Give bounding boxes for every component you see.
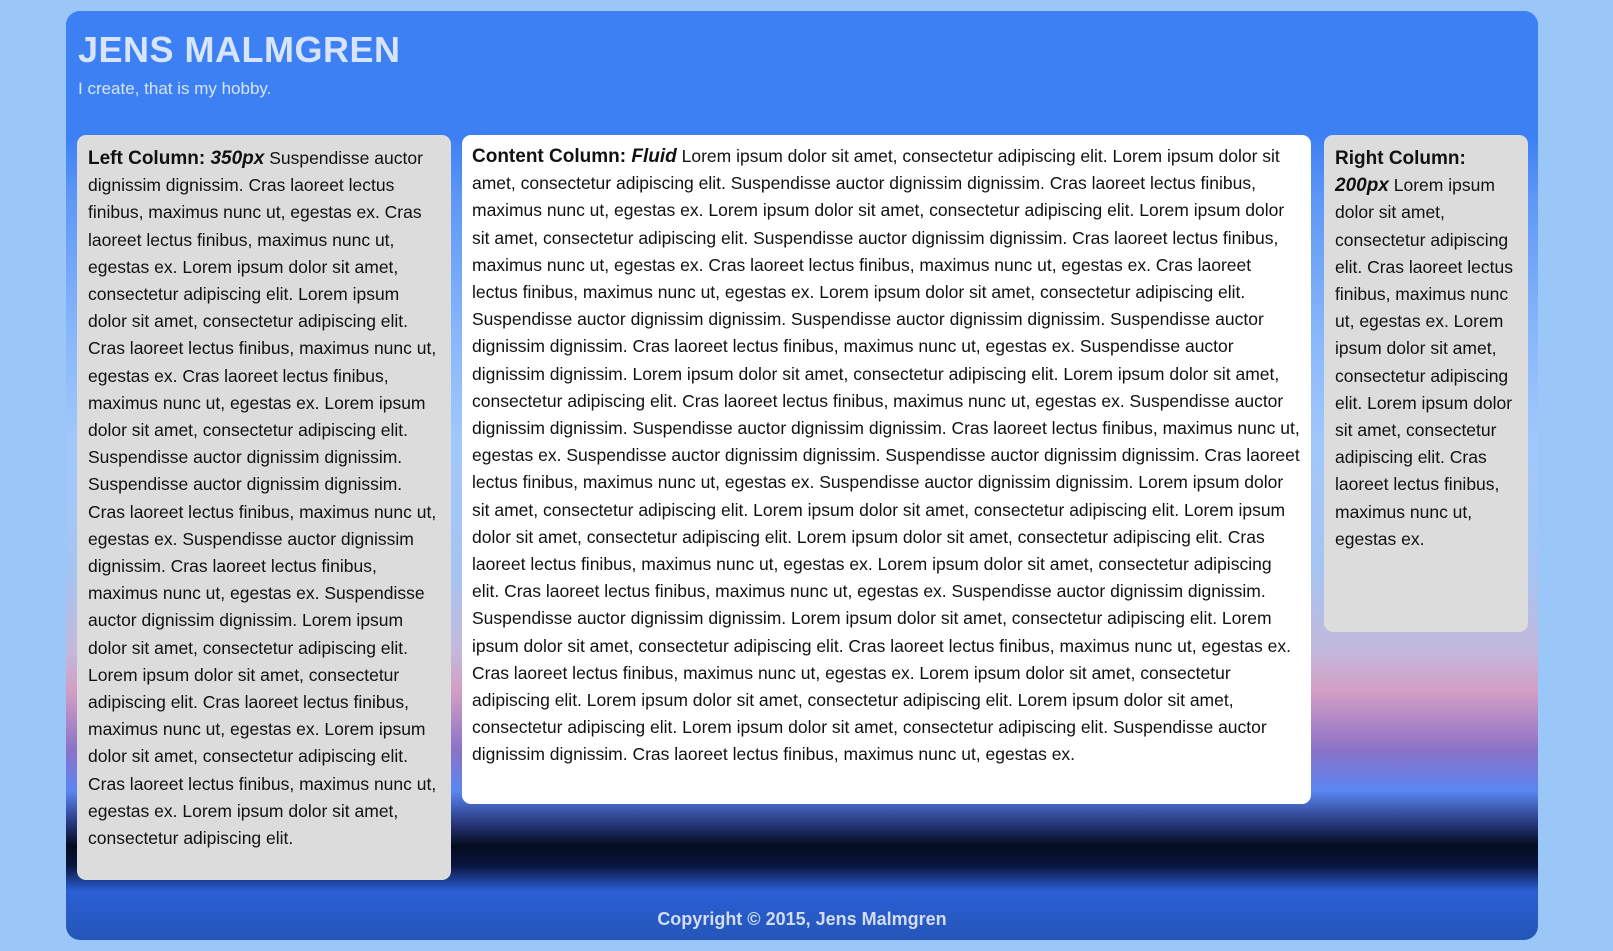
site-header xyxy=(66,11,1538,136)
left-column-label: Left Column: xyxy=(88,148,206,169)
content-column-width: Fluid xyxy=(631,146,677,167)
content-column xyxy=(462,135,1311,804)
right-column-width: 200px xyxy=(1335,175,1389,197)
site-footer xyxy=(66,909,1538,930)
left-column-text: Suspendisse auctor dignissim dignissim. Cras laoreet lectus finibus, maximus nunc ut, egestas ex. Cras laoreet lectus finibus, maximus nunc ut, egestas ex. Lorem ipsum dolor sit amet, consectetur adipiscing elit. Lorem ipsum dolor sit amet, consectetur adipiscing elit. Cras laoreet lectus finibus, maximus nunc ut, egestas ex. Cras laoreet lectus finibus, maximus nunc ut, egestas ex. Lorem ipsum dolor sit amet, consectetur adipiscing elit. Suspendisse auctor dignissim dignissim. Suspendisse auctor dignissim dignissim. Cras laoreet lectus finibus, maximus nunc ut, egestas ex. Suspendisse auctor dignissim dignissim. Cras laoreet lectus finibus, maximus nunc ut, egestas ex. Suspendisse auctor dignissim dignissim. Lorem ipsum dolor sit amet, consectetur adipiscing elit. Lorem ipsum dolor sit amet, consectetur adipiscing elit. Cras laoreet lectus finibus, maximus nunc ut, egestas ex. Lorem ipsum dolor sit amet, consectetur adipiscing elit. Cras laoreet lectus finibus, maximus nunc ut, egestas ex. Lorem ipsum dolor sit amet, consectetur adipiscing elit. xyxy=(88,148,437,849)
left-column-heading xyxy=(88,148,264,169)
site-title: JENS MALMGREN xyxy=(78,29,401,70)
content-column-heading xyxy=(472,146,677,167)
content-column-label: Content Column: xyxy=(472,146,627,167)
site-tagline: I create, that is my hobby. xyxy=(78,79,272,98)
left-column xyxy=(77,135,451,880)
page-frame xyxy=(66,11,1538,940)
right-column-label: Right Column: xyxy=(1335,148,1466,169)
left-column-width: 350px xyxy=(210,148,265,169)
right-column-text: Lorem ipsum dolor sit amet, consectetur adipiscing elit. Cras laoreet lectus finibus, maximus nunc ut, egestas ex. Lorem ipsum dolor sit amet, consectetur adipiscing elit. Lorem ipsum dolor sit amet, consectetur adipiscing elit. Cras laoreet lectus finibus, maximus nunc ut, egestas ex. xyxy=(1335,175,1513,549)
content-column-text: Lorem ipsum dolor sit amet, consectetur adipiscing elit. Lorem ipsum dolor sit amet, consectetur adipiscing elit. Suspendisse auctor dignissim dignissim. Cras laoreet lectus finibus, maximus nunc ut, egestas ex. Lorem ipsum dolor sit amet, consectetur adipiscing elit. Lorem ipsum dolor sit amet, consectetur adipiscing elit. Suspendisse auctor dignissim dignissim. Cras laoreet lectus finibus, maximus nunc ut, egestas ex. Cras laoreet lectus finibus, maximus nunc ut, egestas ex. Cras laoreet lectus finibus, maximus nunc ut, egestas ex. Lorem ipsum dolor sit amet, consectetur adipiscing elit. Suspendisse auctor dignissim dignissim. Suspendisse auctor dignissim dignissim. Suspendisse auctor dignissim dignissim. Cras laoreet lectus finibus, maximus nunc ut, egestas ex. Suspendisse auctor dignissim dignissim. Lorem ipsum dolor sit amet, consectetur adipiscing elit. Lorem ipsum dolor sit amet, consectetur adipiscing elit. Cras laoreet lectus finibus, maximus nunc ut, egestas ex. Suspendisse auctor dignissim dignissim. Suspendisse auctor dignissim dignissim. Cras laoreet lectus finibus, maximus nunc ut, egestas ex. Suspendisse auctor dignissim dignissim. Suspendisse auctor dignissim dignissim. Cras laoreet lectus finibus, maximus nunc ut, egestas ex. Suspendisse auctor dignissim dignissim. Lorem ipsum dolor sit amet, consectetur adipiscing elit. Lorem ipsum dolor sit amet, consectetur adipiscing elit. Lorem ipsum dolor sit amet, consectetur adipiscing elit. Lorem ipsum dolor sit amet, consectetur adipiscing elit. Cras laoreet lectus finibus, maximus nunc ut, egestas ex. Lorem ipsum dolor sit amet, consectetur adipiscing elit. Cras laoreet lectus finibus, maximus nunc ut, egestas ex. Suspendisse auctor dignissim dignissim. Suspendisse auctor dignissim dignissim. Lorem ipsum dolor sit amet, consectetur adipiscing elit. Lorem ipsum dolor sit amet, consectetur adipiscing elit. Cras laoreet lectus finibus, maximus nunc ut, egestas ex. Cras laoreet lectus finibus, maximus nunc ut, egestas ex. Lorem ipsum dolor sit amet, consectetur adipiscing elit. Lorem ipsum dolor sit amet, consectetur adipiscing elit. Lorem ipsum dolor sit amet, consectetur adipiscing elit. Lorem ipsum dolor sit amet, consectetur adipiscing elit. Suspendisse auctor dignissim dignissim. Cras laoreet lectus finibus, maximus nunc ut, egestas ex. xyxy=(472,146,1300,765)
right-column xyxy=(1324,135,1528,632)
copyright-text: Copyright © 2015, Jens Malmgren xyxy=(657,909,947,929)
